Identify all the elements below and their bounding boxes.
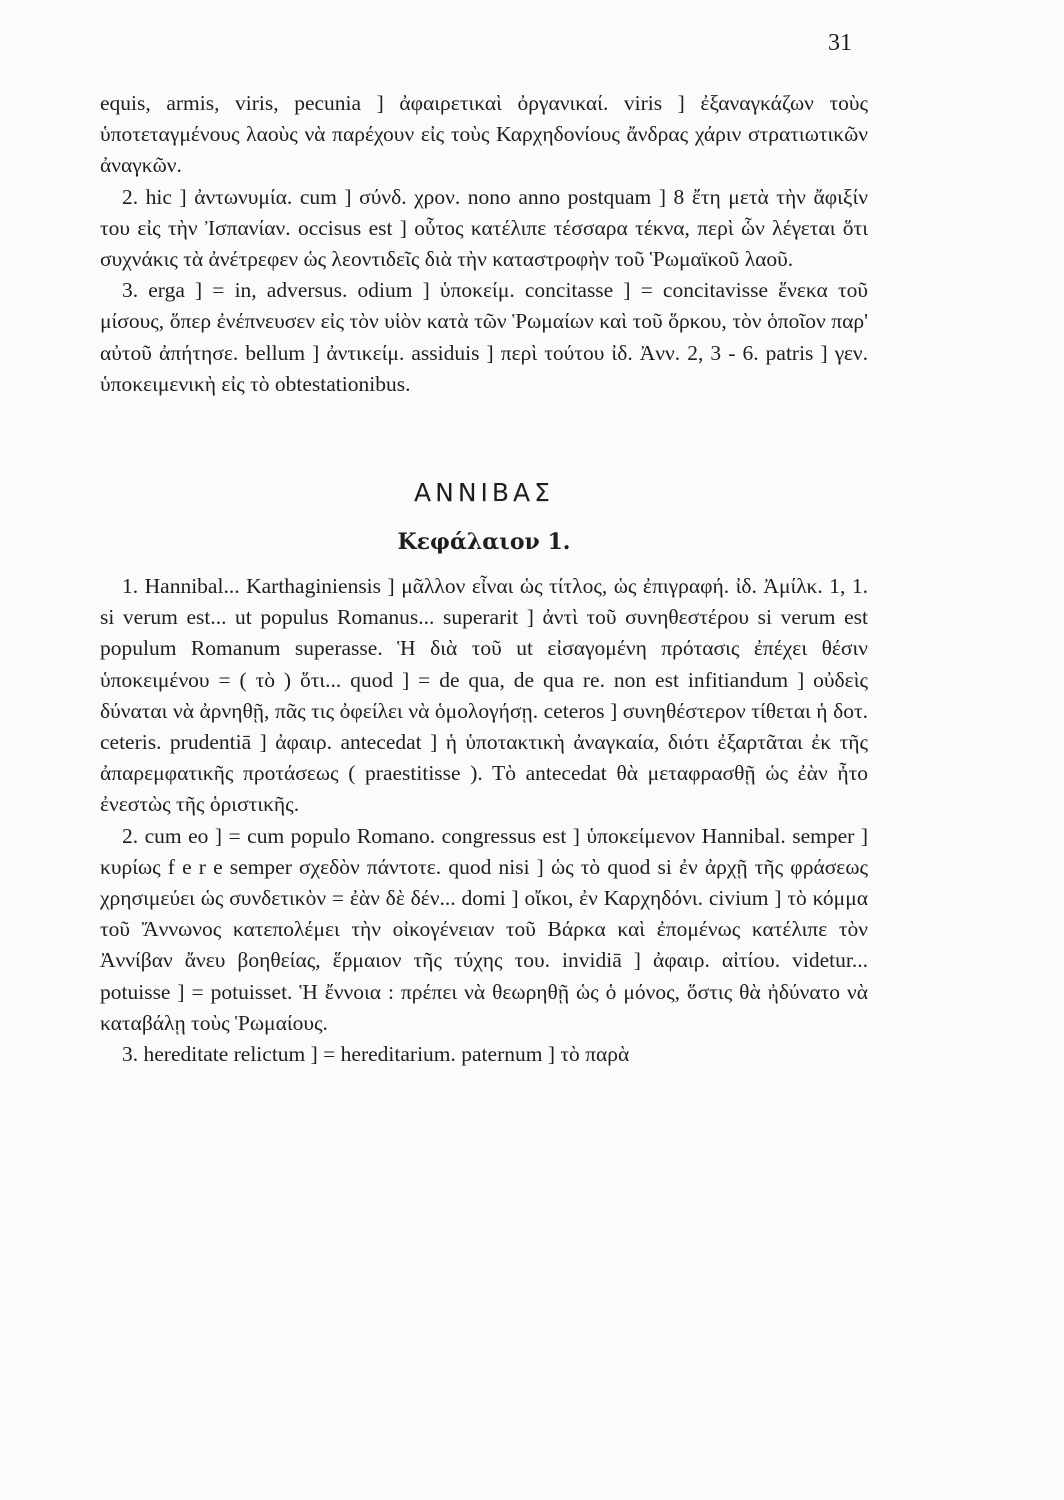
paragraph-note-continuation: equis, armis, viris, pecunia ] ἀφαιρετικαὶ ὀργανικαί. viris ] ἐξαναγκάζων τοὺς ὑποτεταγμένους λαοὺς νὰ παρέχουν εἰς τοὺς Καρχηδονίους ἄνδρας χάριν στρατιωτικῶν ἀναγκῶν. xyxy=(100,91,868,178)
page-body xyxy=(100,88,868,1070)
paragraph-note-2: 2. hic ] ἀντωνυμία. cum ] σύνδ. χρον. nono anno postquam ] 8 ἔτη μετὰ τὴν ἄφιξίν του εἰς τὴν Ἰσπανίαν. occisus est ] οὗτος κατέλιπε τέσσαρα τέκνα, περὶ ὧν λέγεται ὅτι συχνάκις τὰ ἀνέτρεφεν ὡς λεοντιδεῖς διὰ τὴν καταστροφὴν τοῦ Ῥωμαϊκοῦ λαοῦ. xyxy=(100,184,868,272)
paragraph-chapter-note-1: 1. Hannibal... Karthaginiensis ] μᾶλλον εἶναι ὡς τίτλος, ὡς ἐπιγραφή. ἰδ. Ἀμίλκ. 1, 1. si verum est... ut populus Romanus... superarit ] ἀντὶ τοῦ συνηθεστέρου si verum est populum Romanum superasse. Ἡ διὰ τοῦ ut εἰσαγομένη πρότασις ἐπέχει θέσιν ὑποκειμένου = ( τὸ ) ὅτι... quod ] = de qua, de qua re. non est infitiandum ] οὐδεὶς δύναται νὰ ἀρνηθῇ, πᾶς τις ὀφείλει νὰ ὁμολογήσῃ. ceteros ] συνηθέστερον τίθεται ἡ δοτ. ceteris. prudentiā ] ἀφαιρ. antecedat ] ἡ ὑποτακτικὴ ἀναγκαία, διότι ἐξαρτᾶται ἐκ τῆς ἀπαρεμφατικῆς προτάσεως ( praestitisse ). Τὸ antecedat θὰ μεταφρασθῇ ὡς ἐὰν ἦτο ἐνεστὼς τῆς ὁριστικῆς. xyxy=(100,574,868,817)
paragraph-chapter-note-2: 2. cum eo ] = cum populo Romano. congressus est ] ὑποκείμενον Hannibal. semper ] κυρίως f e r e semper σχεδὸν πάντοτε. quod nisi ] ὡς τὸ quod si ἐν ἀρχῇ τῆς φράσεως χρησιμεύει ὡς συνδετικὸν = ἐὰν δὲ δέν... domi ] οἴκοι, ἐν Καρχηδόνι. civium ] τὸ κόμμα τοῦ Ἄννωνος κατεπολέμει τὴν οἰκογένειαν τοῦ Βάρκα καὶ ἐπομένως κατέλιπε τὸν Ἀννίβαν ἄνευ βοηθείας, ἕρμαιον τῆς τύχης του. invidiā ] ἀφαιρ. αἰτίου. videtur... potuisse ] = potuisset. Ἡ ἔννοια : πρέπει νὰ θεωρηθῇ ὡς ὁ μόνος, ὅστις θὰ ἠδύνατο νὰ καταβάλῃ τοὺς Ῥωμαίους. xyxy=(100,823,868,1035)
chapter-title: Κεφάλαιον 1. xyxy=(397,529,571,556)
paragraph-chapter-note-3: 3. hereditate relictum ] = hereditarium. paternum ] τὸ παρὰ xyxy=(122,1042,630,1067)
section-title: ΑΝΝΙΒΑΣ xyxy=(414,478,554,508)
page-number: 31 xyxy=(828,30,852,56)
paragraph-note-3: 3. erga ] = in, adversus. odium ] ὑποκείμ. concitasse ] = concitavisse ἕνεκα τοῦ μίσους, ὅπερ ἐνέπνευσεν εἰς τὸν υἱὸν κατὰ τῶν Ῥωμαίων καὶ τοῦ ὅρκου, τὸν ὁποῖον παρ' αὐτοῦ ἀπήτησε. bellum ] ἀντικείμ. assiduis ] περὶ τούτου ἰδ. Ἀνν. 2, 3 - 6. patris ] γεν. ὑποκειμενικὴ εἰς τὸ obtestationibus. xyxy=(100,278,868,396)
